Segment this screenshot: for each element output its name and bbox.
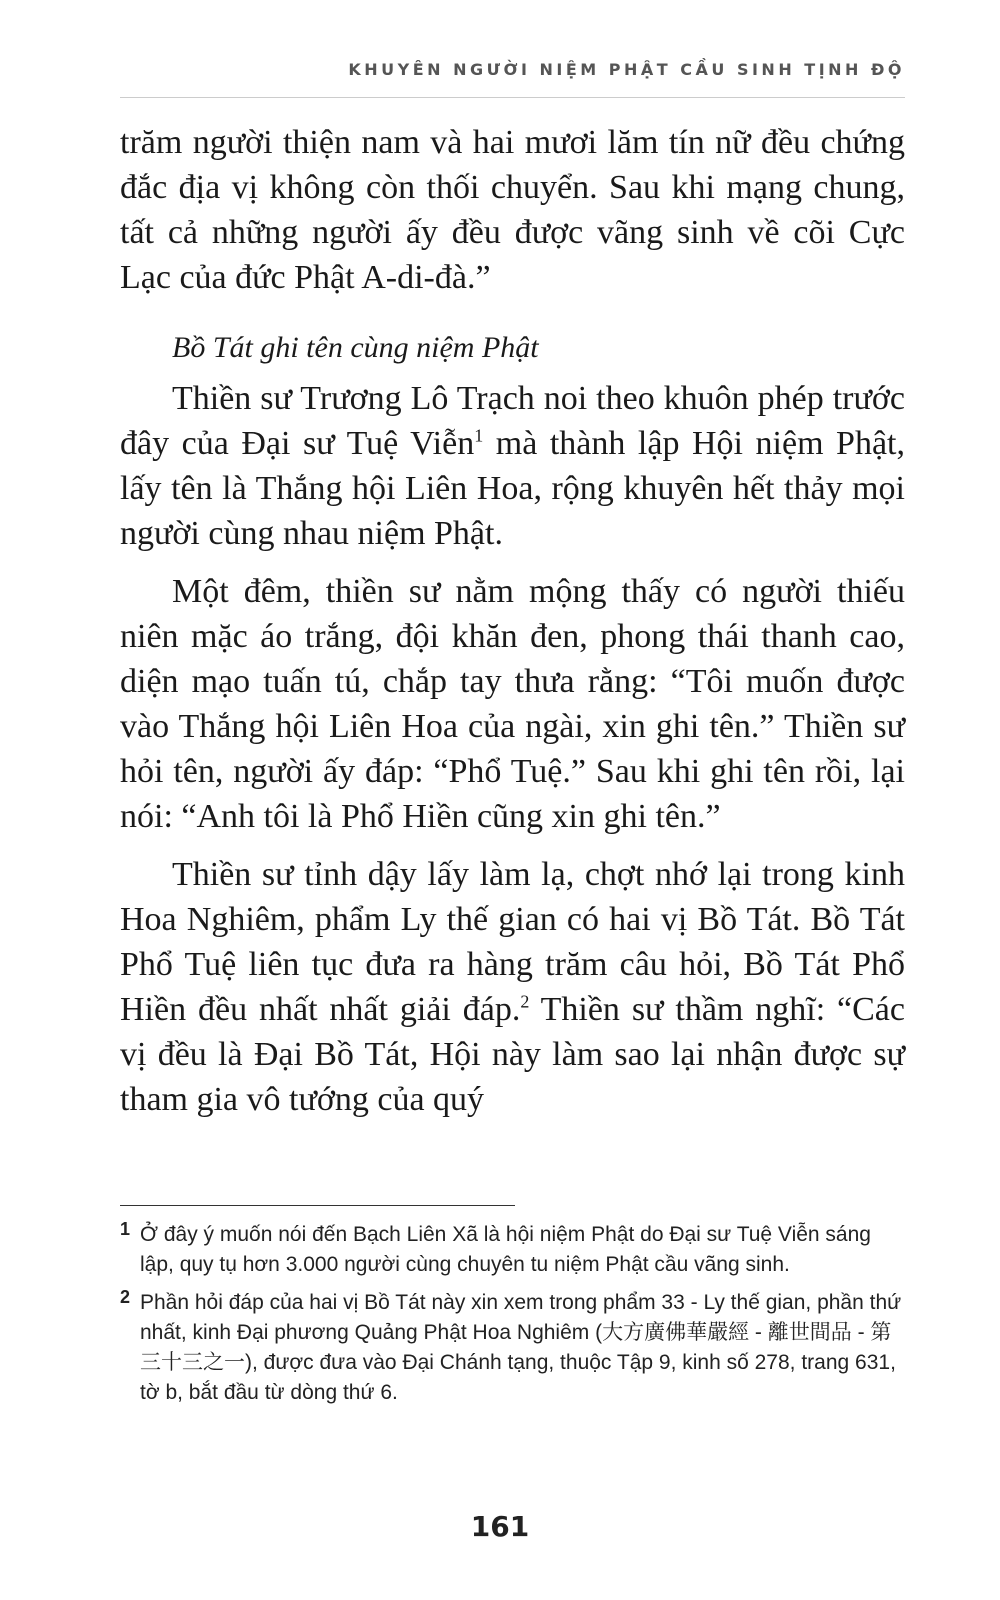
footnote-ref-1: 1 bbox=[474, 425, 484, 446]
paragraph-2: Một đêm, thiền sư nằm mộng thấy có người thiếu niên mặc áo trắng, đội khăn đen, phong thái thanh cao, diện mạo tuấn tú, chắp tay thưa rằng: “Tôi muốn được vào Thắng hội Liên Hoa của ngài, xin ghi tên.” Thiền sư hỏi tên, người ấy đáp: “Phổ Tuệ.” Sau khi ghi tên rồi, lại nói: “Anh tôi là Phổ Hiền cũng xin ghi tên.” bbox=[120, 573, 905, 835]
page-number: 161 bbox=[470, 1510, 530, 1543]
header-divider bbox=[120, 97, 905, 98]
body-text bbox=[120, 120, 905, 1122]
paragraph-1 bbox=[120, 376, 905, 556]
paragraph-1-text-a: Thiền sư Trương Lô Trạch noi theo khuôn phép trước đây của Đại sư Tuệ Viễn bbox=[120, 380, 905, 462]
running-head: KHUYÊN NGƯỜI NIỆM PHẬT CẦU SINH TỊNH ĐỘ bbox=[348, 60, 905, 79]
paragraph-3 bbox=[120, 852, 905, 1122]
footnote-text: Ở đây ý muốn nói đến Bạch Liên Xã là hội niệm Phật do Đại sư Tuệ Viễn sáng lập, quy tụ hơn 3.000 người cùng chuyên tu niệm Phật cầu vãng sinh. bbox=[140, 1223, 871, 1276]
footnote-divider bbox=[120, 1205, 515, 1206]
footnote-text: Phần hỏi đáp của hai vị Bồ Tát này xin xem trong phẩm 33 - Ly thế gian, phần thứ nhất, kinh Đại phương Quảng Phật Hoa Nghiêm (大方廣佛華嚴經 - 離世間品 - 第三十三之一), được đưa vào Đại Chánh tạng, thuộc Tập 9, kinh số 278, trang 631, tờ b, bắt đầu từ dòng thứ 6. bbox=[140, 1291, 902, 1404]
section-heading: Bồ Tát ghi tên cùng niệm Phật bbox=[172, 331, 539, 364]
paragraph-continued: trăm người thiện nam và hai mươi lăm tín nữ đều chứng đắc địa vị không còn thối chuyển. Sau khi mạng chung, tất cả những người ấy đều được vãng sinh về cõi Cực Lạc của đức Phật A-di-đà.” bbox=[120, 124, 905, 296]
paragraph-3-text-b: Thiền sư thầm nghĩ: “Các vị đều là Đại Bồ Tát, Hội này làm sao lại nhận được sự tham gia vô tướng của quý bbox=[120, 991, 905, 1118]
footnotes bbox=[120, 1220, 905, 1416]
paragraph-1-text-b: mà thành lập Hội niệm Phật, lấy tên là Thắng hội Liên Hoa, rộng khuyên hết thảy mọi người cùng nhau niệm Phật. bbox=[120, 425, 905, 552]
footnote-number: 1 bbox=[120, 1219, 131, 1239]
footnote-1 bbox=[120, 1220, 905, 1280]
footnote-ref-2: 2 bbox=[520, 991, 530, 1012]
footnote-2 bbox=[120, 1288, 905, 1408]
footnote-number: 2 bbox=[120, 1287, 131, 1307]
paragraph-3-text-a: Thiền sư tỉnh dậy lấy làm lạ, chợt nhớ lại trong kinh Hoa Nghiêm, phẩm Ly thế gian có hai vị Bồ Tát. Bồ Tát Phổ Tuệ liên tục đưa ra hàng trăm câu hỏi, Bồ Tát Phổ Hiền đều nhất nhất giải đáp. bbox=[120, 856, 905, 1028]
